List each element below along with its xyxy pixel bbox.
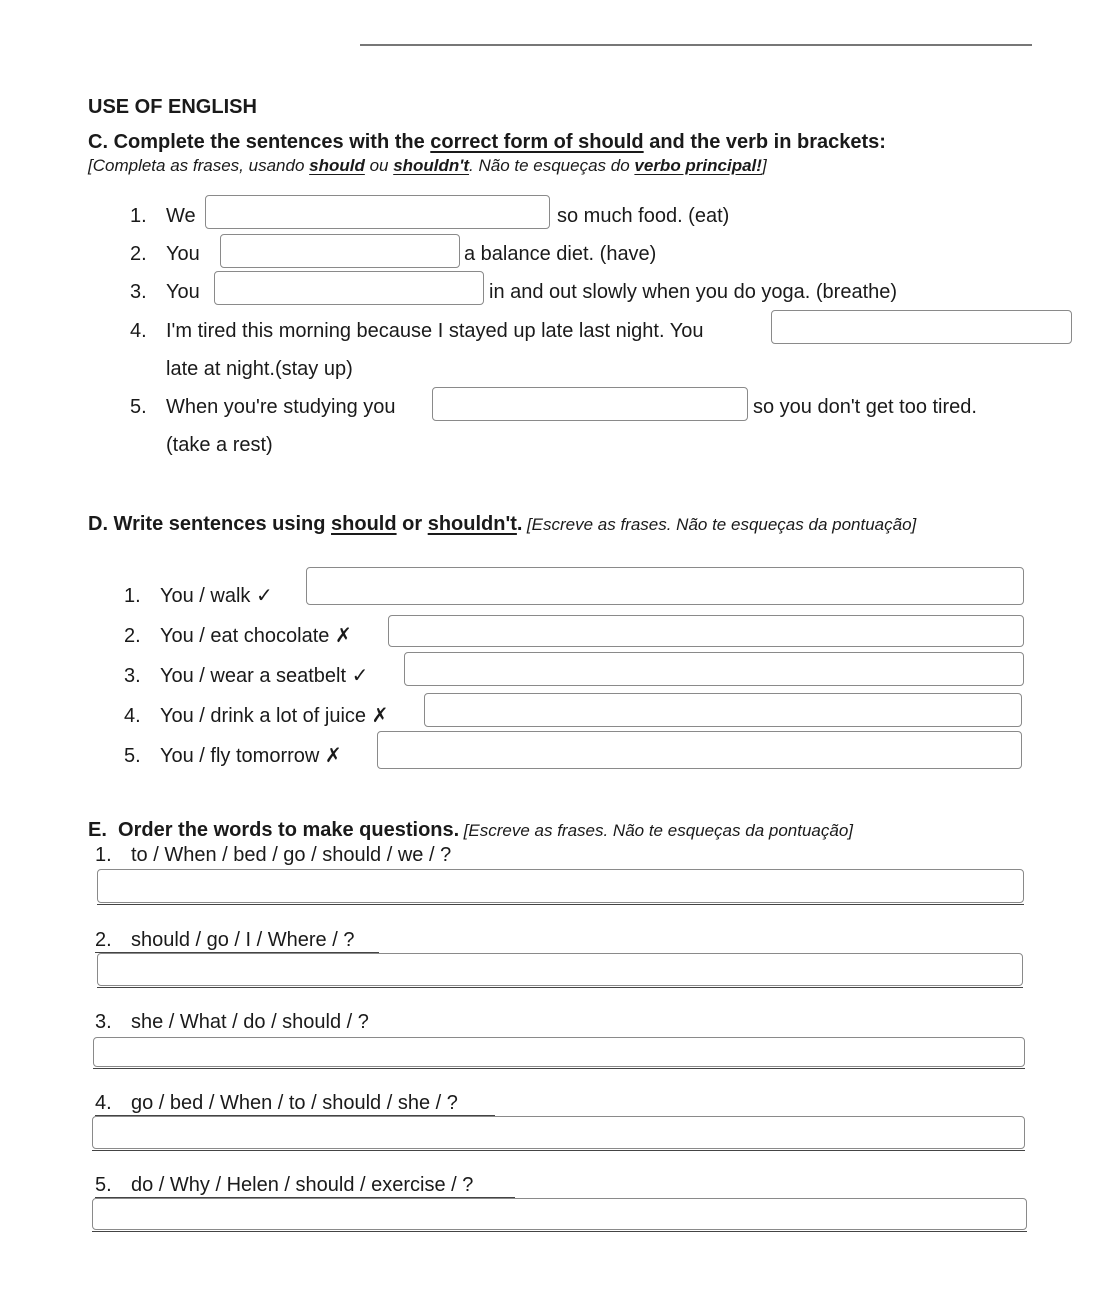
section-c-item-2 (130, 243, 200, 266)
answer-box-e2[interactable] (97, 953, 1023, 986)
answer-box-e1[interactable] (97, 869, 1024, 903)
item-number: 4. (130, 320, 147, 342)
item-text-after: so much food. (eat) (557, 205, 730, 227)
answer-line (97, 904, 1024, 905)
item-text-after: so you don't get too tired. (753, 396, 977, 418)
item-text-after-2: (take a rest) (166, 434, 273, 456)
instr-text: ou (364, 156, 394, 175)
answer-box-e5[interactable] (92, 1198, 1027, 1230)
answer-box-c5[interactable] (432, 387, 748, 421)
section-c-heading-post: and the verb in brackets: (643, 131, 886, 153)
item-prompt: to / When / bed / go / should / we / ? (131, 844, 452, 866)
instr-text: . Não te esqueças do (469, 156, 635, 175)
item-text-before: When you're studying you (166, 396, 396, 418)
answer-box-e4[interactable] (92, 1116, 1025, 1149)
item-prompt: You / wear a seatbelt (160, 665, 347, 687)
section-e-item-2 (95, 929, 354, 952)
item-text-after: late at night.(stay up) (166, 358, 353, 380)
check-mark-icon: ✓ (351, 665, 369, 687)
answer-box-e3[interactable] (93, 1037, 1025, 1067)
item-number: 1. (124, 585, 141, 607)
cross-mark-icon: ✗ (334, 625, 352, 647)
page-title: USE OF ENGLISH (88, 96, 257, 118)
answer-box-d4[interactable] (424, 693, 1022, 727)
section-d-item-5 (124, 743, 342, 768)
section-c-instructions (88, 156, 767, 176)
item-text-after: in and out slowly when you do yoga. (breathe) (489, 281, 898, 303)
item-prompt: You / walk (160, 585, 251, 607)
cross-mark-icon: ✗ (371, 705, 389, 727)
instr-bold-should: should (309, 156, 365, 175)
section-d-heading-post: . (516, 513, 523, 535)
section-e-item-1 (95, 844, 451, 867)
section-c-item-3 (130, 281, 200, 304)
item-number: 4. (124, 705, 141, 727)
item-number: 4. (95, 1092, 112, 1114)
section-e-instructions: [Escreve as frases. Não te esqueças da pontuação] (463, 821, 853, 840)
item-number: 2. (130, 243, 147, 265)
section-d-item-4 (124, 703, 388, 728)
item-prompt: You / fly tomorrow (160, 745, 320, 767)
section-c-item-5 (130, 396, 396, 419)
section-d-item-2 (124, 623, 352, 648)
item-prompt: she / What / do / should / ? (131, 1011, 369, 1033)
section-e-heading-text: E. Order the words to make questions. (88, 819, 460, 841)
section-c-letter: C. (88, 131, 108, 153)
answer-box-c2[interactable] (220, 234, 460, 268)
section-c-item-4 (130, 320, 703, 343)
instr-bold-shouldnt: shouldn't (393, 156, 470, 175)
section-e-item-3 (95, 1011, 369, 1034)
section-d-heading-shouldnt: shouldn't (427, 513, 517, 535)
section-c-heading-underlined: correct form of should (430, 131, 644, 153)
answer-box-d1[interactable] (306, 567, 1024, 605)
section-e-heading (88, 819, 853, 842)
item-prompt: go / bed / When / to / should / she / ? (131, 1092, 458, 1114)
section-d-instructions: [Escreve as frases. Não te esqueças da pontuação] (526, 515, 917, 534)
instr-bold-verb: verbo principal! (634, 156, 762, 175)
section-d-heading-should: should (331, 513, 397, 535)
item-prompt: You / eat chocolate (160, 625, 330, 647)
item-number: 2. (95, 929, 112, 951)
instr-text: [Completa as frases, usando (88, 156, 310, 175)
answer-box-c4[interactable] (771, 310, 1072, 344)
section-d-heading (88, 513, 916, 536)
item-number: 5. (124, 745, 141, 767)
instr-text: ] (761, 156, 767, 175)
section-d-heading-pre: D. Write sentences using (88, 513, 332, 535)
answer-line (93, 1068, 1025, 1069)
section-e-item-4 (95, 1092, 458, 1115)
section-d-item-3 (124, 663, 368, 688)
answer-box-d2[interactable] (388, 615, 1024, 647)
cross-mark-icon: ✗ (324, 745, 342, 767)
item-number: 3. (130, 281, 147, 303)
answer-line (97, 987, 1023, 988)
section-c-item-1 (130, 205, 196, 228)
item-number: 2. (124, 625, 141, 647)
answer-line (92, 1231, 1027, 1232)
item-number: 3. (124, 665, 141, 687)
item-text-after: a balance diet. (have) (464, 243, 657, 265)
item-number: 5. (95, 1174, 112, 1196)
answer-box-c3[interactable] (214, 271, 484, 305)
item-prompt: do / Why / Helen / should / exercise / ? (131, 1174, 474, 1196)
section-c-heading-pre: Complete the sentences with the (113, 131, 431, 153)
answer-line (92, 1150, 1025, 1151)
item-number: 3. (95, 1011, 112, 1033)
section-d-heading-mid: or (396, 513, 428, 535)
item-text-before: I'm tired this morning because I stayed up late last night. You (166, 320, 704, 342)
check-mark-icon: ✓ (256, 585, 273, 607)
answer-box-d3[interactable] (404, 652, 1024, 686)
item-number: 1. (130, 205, 147, 227)
section-e-item-5 (95, 1174, 473, 1197)
section-d-item-1 (124, 583, 273, 608)
item-prompt: should / go / I / Where / ? (131, 929, 355, 951)
answer-box-d5[interactable] (377, 731, 1022, 769)
section-c-heading (88, 131, 886, 154)
item-prompt: You / drink a lot of juice (160, 705, 367, 727)
item-text-before: You (166, 243, 200, 265)
item-text-before: You (166, 281, 200, 303)
item-number: 5. (130, 396, 147, 418)
answer-box-c1[interactable] (205, 195, 550, 229)
top-rule (360, 44, 1032, 46)
item-number: 1. (95, 844, 112, 866)
item-text-before: We (166, 205, 196, 227)
